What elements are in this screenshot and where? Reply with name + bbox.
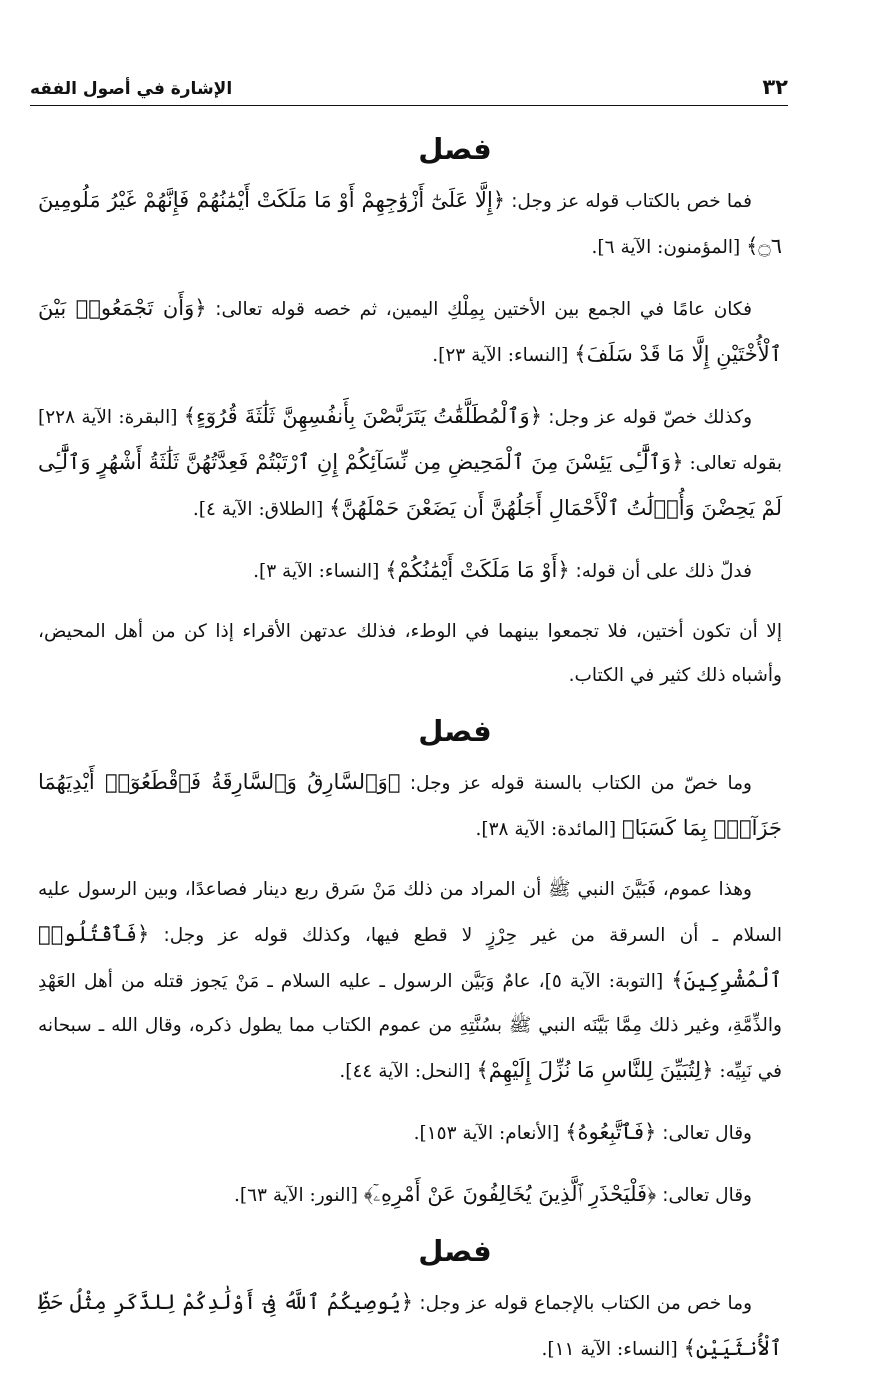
verse-reference: [النساء: الآية ١١]. bbox=[541, 1339, 684, 1360]
paragraph: وقال تعالى: ﴿فَٱتَّبِعُوهُ﴾ [الأنعام: الآية ١٥٣]. bbox=[413, 1120, 752, 1144]
verse-reference: [الطلاق: الآية ٤]. bbox=[192, 499, 330, 520]
paragraph: فدلّ ذلك على أن قوله: ﴿أَوْ مَا مَلَكَتْ أَيْمَٰنُكُمْ﴾ [النساء: الآية ٣]. bbox=[253, 558, 752, 582]
paragraph: فما خص بالكتاب قوله عز وجل: ﴿إِلَّا عَلَىٰٓ أَزْوَٰجِهِمْ أَوْ مَا مَلَكَتْ أَيْمَٰنُهُمْ فَإِنَّهُمْ غَيْرُ مَلُومِينَ ۝٦﴾ [المؤمنون: الآية ٦]. bbox=[38, 188, 782, 258]
verse-reference: [النحل: الآية ٤٤]. bbox=[339, 1061, 477, 1082]
verse-reference: [البقرة: الآية ٢٢٨] بقوله تعالى: bbox=[38, 407, 782, 474]
verse-reference: [النور: الآية ٦٣]. bbox=[234, 1185, 364, 1206]
paragraph: إلا أن تكون أختين، فلا تجمعوا بينهما في الوطء، فذلك عدتهن الأقراء إذا كن من أهل المحيض، وأشباه ذلك كثير في الكتاب. bbox=[38, 621, 782, 686]
paragraph: وقال تعالى: ﴿فَلْيَحْذَرِ ٱلَّذِينَ يُخَالِفُونَ عَنْ أَمْرِهِۦٓ﴾ [النور: الآية ٦٣]. bbox=[234, 1182, 752, 1206]
paragraph: وكذلك خصّ قوله عز وجل: ﴿وَٱلْمُطَلَّقَٰتُ يَتَرَبَّصْنَ بِأَنفُسِهِنَّ ثَلَٰثَةَ قُرُوٓءٍ﴾ [البقرة: الآية ٢٢٨] بقوله تعالى: ﴿وَٱلَّٰٓـِٔى يَئِسْنَ مِنَ ٱلْمَحِيضِ مِن نِّسَآئِكُمْ إِنِ ٱرْتَبْتُمْ فَعِدَّتُهُنَّ ثَلَٰثَةُ أَشْهُرٍ وَٱلَّٰٓـِٔى لَمْ يَحِضْنَ وَأُو۟لَٰتُ ٱلْأَحْمَالِ أَجَلُهُنَّ أَن يَضَعْنَ حَمْلَهُنَّ﴾ [الطلاق: الآية ٤]. bbox=[38, 404, 782, 520]
paragraph: وما خص من الكتاب بالإجماع قوله عز وجل: ﴿يُوصِيكُمُ ٱللَّهُ فِىٓ أَوْلَٰدِكُمْ لِلذَّكَرِ مِثْلُ حَظِّ ٱلْأُنثَيَيْنِ﴾ [النساء: الآية ١١]. bbox=[38, 1290, 782, 1360]
paragraph: فكان عامًا في الجمع بين الأختين بِمِلْكِ اليمين، ثم خصه قوله تعالى: ﴿وَأَن تَجْمَعُوا۟ بَيْنَ ٱلْأُخْتَيْنِ إِلَّا مَا قَدْ سَلَفَ﴾ [النساء: الآية ٢٣]. bbox=[38, 296, 782, 366]
quran-verse: ﴿وَأَن تَجْمَعُوا۟ بَيْنَ ٱلْأُخْتَيْنِ إِلَّا مَا قَدْ سَلَفَ﴾ bbox=[38, 296, 782, 366]
quran-verse: ﴿فَلْيَحْذَرِ ٱلَّذِينَ يُخَالِفُونَ عَنْ أَمْرِهِۦٓ﴾ bbox=[363, 1182, 657, 1206]
paragraph: وهذا عموم، فَبَيَّنَ النبي ﷺ أن المراد من ذلك مَنْ سَرق ربع دينار فصاعدًا، وبين الرسول عليه السلام ـ أن السرقة من غير حِرْزٍ لا قطع فيها، وكذلك قوله عز وجل: ﴿فَٱقْتُلُوا۟ ٱلْمُشْرِكِينَ﴾ [التوبة: الآية ٥]، عامٌ وَبَيَّن الرسول ـ عليه السلام ـ مَنْ يَجوز قتله من أهل العَهْدِ والذِّمَّةِ، وغير ذلك مِمَّا بَيَّنَه النبي ﷺ بسُنَّتِهِ من عموم الكتاب مما يطول ذكره، وقال الله ـ سبحانه في نَبِيِّه: ﴿لِتُبَيِّنَ لِلنَّاسِ مَا نُزِّلَ إِلَيْهِمْ﴾ [النحل: الآية ٤٤]. bbox=[38, 879, 783, 1082]
verse-reference: [التوبة: الآية ٥]، عامٌ وَبَيَّن الرسول ـ عليه السلام ـ مَنْ يَجوز قتله من أهل العَهْدِ والذِّمَّةِ، وغير ذلك مِمَّا بَيَّنَه النبي ﷺ بسُنَّتِهِ من عموم الكتاب مما يطول ذكره، وقال الله ـ سبحانه في نَبِيِّه: bbox=[38, 971, 782, 1082]
quran-verse: ﴿أَوْ مَا مَلَكَتْ أَيْمَٰنُكُمْ﴾ bbox=[385, 558, 570, 582]
quran-verse: ﴿إِلَّا عَلَىٰٓ أَزْوَٰجِهِمْ أَوْ مَا مَلَكَتْ أَيْمَٰنُهُمْ فَإِنَّهُمْ غَيْرُ مَلُومِينَ ۝٦﴾ bbox=[38, 188, 782, 258]
section-heading: فصل bbox=[418, 714, 492, 748]
quran-verse: ﴿يُوصِيكُمُ ٱللَّهُ فِىٓ أَوْلَٰدِكُمْ لِلذَّكَرِ مِثْلُ حَظِّ ٱلْأُنثَيَيْنِ﴾ bbox=[38, 1290, 782, 1360]
verse-reference: [النساء: الآية ٣]. bbox=[253, 561, 386, 582]
page-header bbox=[30, 62, 788, 106]
verse-reference: [المؤمنون: الآية ٦]. bbox=[591, 237, 747, 258]
quran-verse: ﴿وَٱلَّٰٓـِٔى يَئِسْنَ مِنَ ٱلْمَحِيضِ مِن نِّسَآئِكُمْ إِنِ ٱرْتَبْتُمْ فَعِدَّتُهُنَّ ثَلَٰثَةُ أَشْهُرٍ وَٱلَّٰٓـِٔى لَمْ يَحِضْنَ وَأُو۟لَٰتُ ٱلْأَحْمَالِ أَجَلُهُنَّ أَن يَضَعْنَ حَمْلَهُنَّ﴾ bbox=[38, 450, 782, 520]
quran-verse: ﴿وَٱلْمُطَلَّقَٰتُ يَتَرَبَّصْنَ بِأَنفُسِهِنَّ ثَلَٰثَةَ قُرُوٓءٍ﴾ bbox=[183, 404, 542, 428]
quran-verse: ﴿لِتُبَيِّنَ لِلنَّاسِ مَا نُزِّلَ إِلَيْهِمْ﴾ bbox=[476, 1058, 714, 1082]
section-heading: فصل bbox=[418, 132, 492, 166]
book-title: الإشارة في أصول الفقه bbox=[30, 79, 233, 99]
paragraph: وما خصّ من الكتاب بالسنة قوله عز وجل: ﴿وَٱلسَّارِقُ وَٱلسَّارِقَةُ فَٱقْطَعُوٓا۟ أَيْدِيَهُمَا جَزَآءًۢ بِمَا كَسَبَا﴾ [المائدة: الآية ٣٨]. bbox=[38, 770, 782, 840]
page-number: ٣٢ bbox=[762, 75, 788, 99]
quran-verse: ﴿فَٱقْتُلُوا۟ ٱلْمُشْرِكِينَ﴾ bbox=[38, 922, 783, 992]
verse-reference: [المائدة: الآية ٣٨]. bbox=[475, 819, 622, 840]
section-heading: فصل bbox=[418, 1234, 492, 1268]
verse-reference: [النساء: الآية ٢٣]. bbox=[432, 345, 575, 366]
quran-verse: ﴿فَٱتَّبِعُوهُ﴾ bbox=[565, 1120, 657, 1144]
page-body bbox=[38, 118, 782, 1388]
verse-reference: [الأنعام: الآية ١٥٣]. bbox=[413, 1123, 566, 1144]
quran-verse: ﴿وَٱلسَّارِقُ وَٱلسَّارِقَةُ فَٱقْطَعُوٓا۟ أَيْدِيَهُمَا جَزَآءًۢ بِمَا كَسَبَا﴾ bbox=[38, 770, 782, 840]
